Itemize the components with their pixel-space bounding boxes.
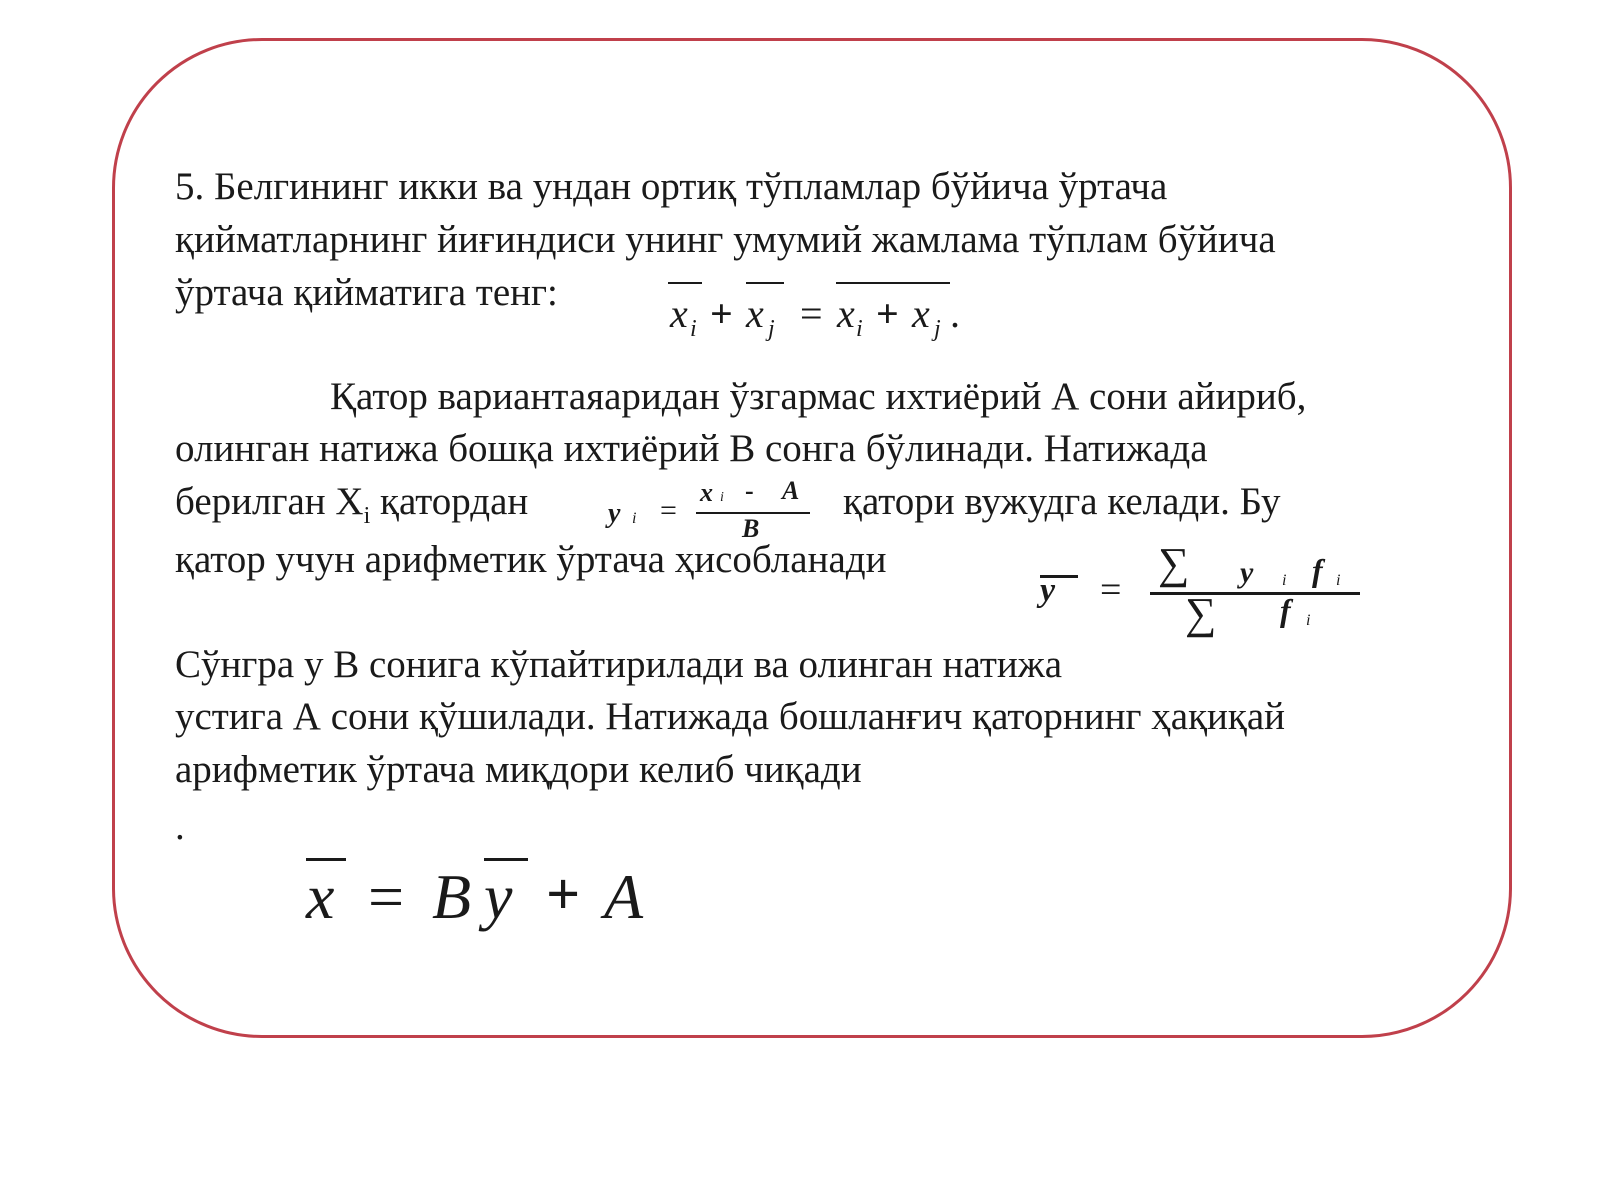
var-y: y [608,498,621,529]
sub-i: i [1282,572,1287,589]
paragraph-2-line-3: берилган $X_i$ қатордан [175,480,529,529]
sub-i: i [1306,612,1311,629]
sub-i: i [1336,572,1341,589]
period: . [950,291,960,336]
sub-i: i [632,510,637,527]
sub-i: i [856,316,863,342]
paragraph-3-line-1: Сўнгра y В сонига кўпайтирилади ва олинган натижа [175,643,1063,686]
var-y: y [484,861,513,932]
numerator-x: x [700,478,713,507]
overline-xj [746,282,784,284]
plus-sign: + [710,291,733,336]
paragraph-2-line-3-end: қатори вужудга келади. Бу [843,480,1281,523]
sigma-icon: ∑ [1158,539,1190,588]
equals-sign: = [1100,569,1122,611]
var-y: y [1040,572,1056,609]
var-x: x [912,291,930,336]
var-A: A [782,476,800,505]
var-x: x [670,291,688,336]
var-y: y [1240,556,1254,589]
equals-sign: = [800,291,823,336]
paragraph-1-line-2: қийматларнинг йиғиндиси унинг умумий жамлама тўплам бўйича [175,218,1276,261]
sub-j: j [934,316,941,342]
var-x: x [746,291,764,336]
var-A: A [604,861,644,932]
sigma-icon: ∑ [1185,589,1217,638]
sub-i: i [690,316,697,342]
var-f: f [1312,552,1323,588]
paragraph-2-line-4: қатор учун арифметик ўртача ҳисобланади [175,538,887,581]
paragraph-3-line-4: . [175,805,185,848]
paragraph-2-line-1: Қатор вариантаяаридан ўзгармас ихтиёрий А сони айириб, [330,375,1307,418]
var-x: x [306,861,335,932]
sub-i: i [720,490,724,505]
equals-sign: = [368,861,405,932]
var-B: B [432,861,472,932]
overline-xi [668,282,702,284]
plus-sign: + [546,861,581,927]
var-f: f [1280,592,1291,628]
paragraph-3-line-2: устига А сони қўшилади. Натижада бошланғич қаторнинг ҳақиқай [175,695,1286,738]
var-B: B [742,514,760,543]
equals-sign: = [660,494,677,527]
paragraph-1-line-1: 5. Белгининг икки ва ундан ортиқ тўпламлар бўйича ўртача [175,165,1168,208]
paragraph-3-line-3: арифметик ўртача миқдори келиб чиқади [175,748,862,791]
overline-sum [836,282,950,284]
fraction-bar [1150,592,1360,595]
plus-sign: + [876,291,899,336]
paragraph-1-line-3: ўртача қийматига тенг: [175,271,558,314]
paragraph-2-line-2: олинган натижа бошқа ихтиёрий В сонга бўлинади. Натижада [175,427,1208,470]
minus-sign: - [745,476,754,505]
sub-j: j [768,316,775,342]
var-x: x [837,291,855,336]
